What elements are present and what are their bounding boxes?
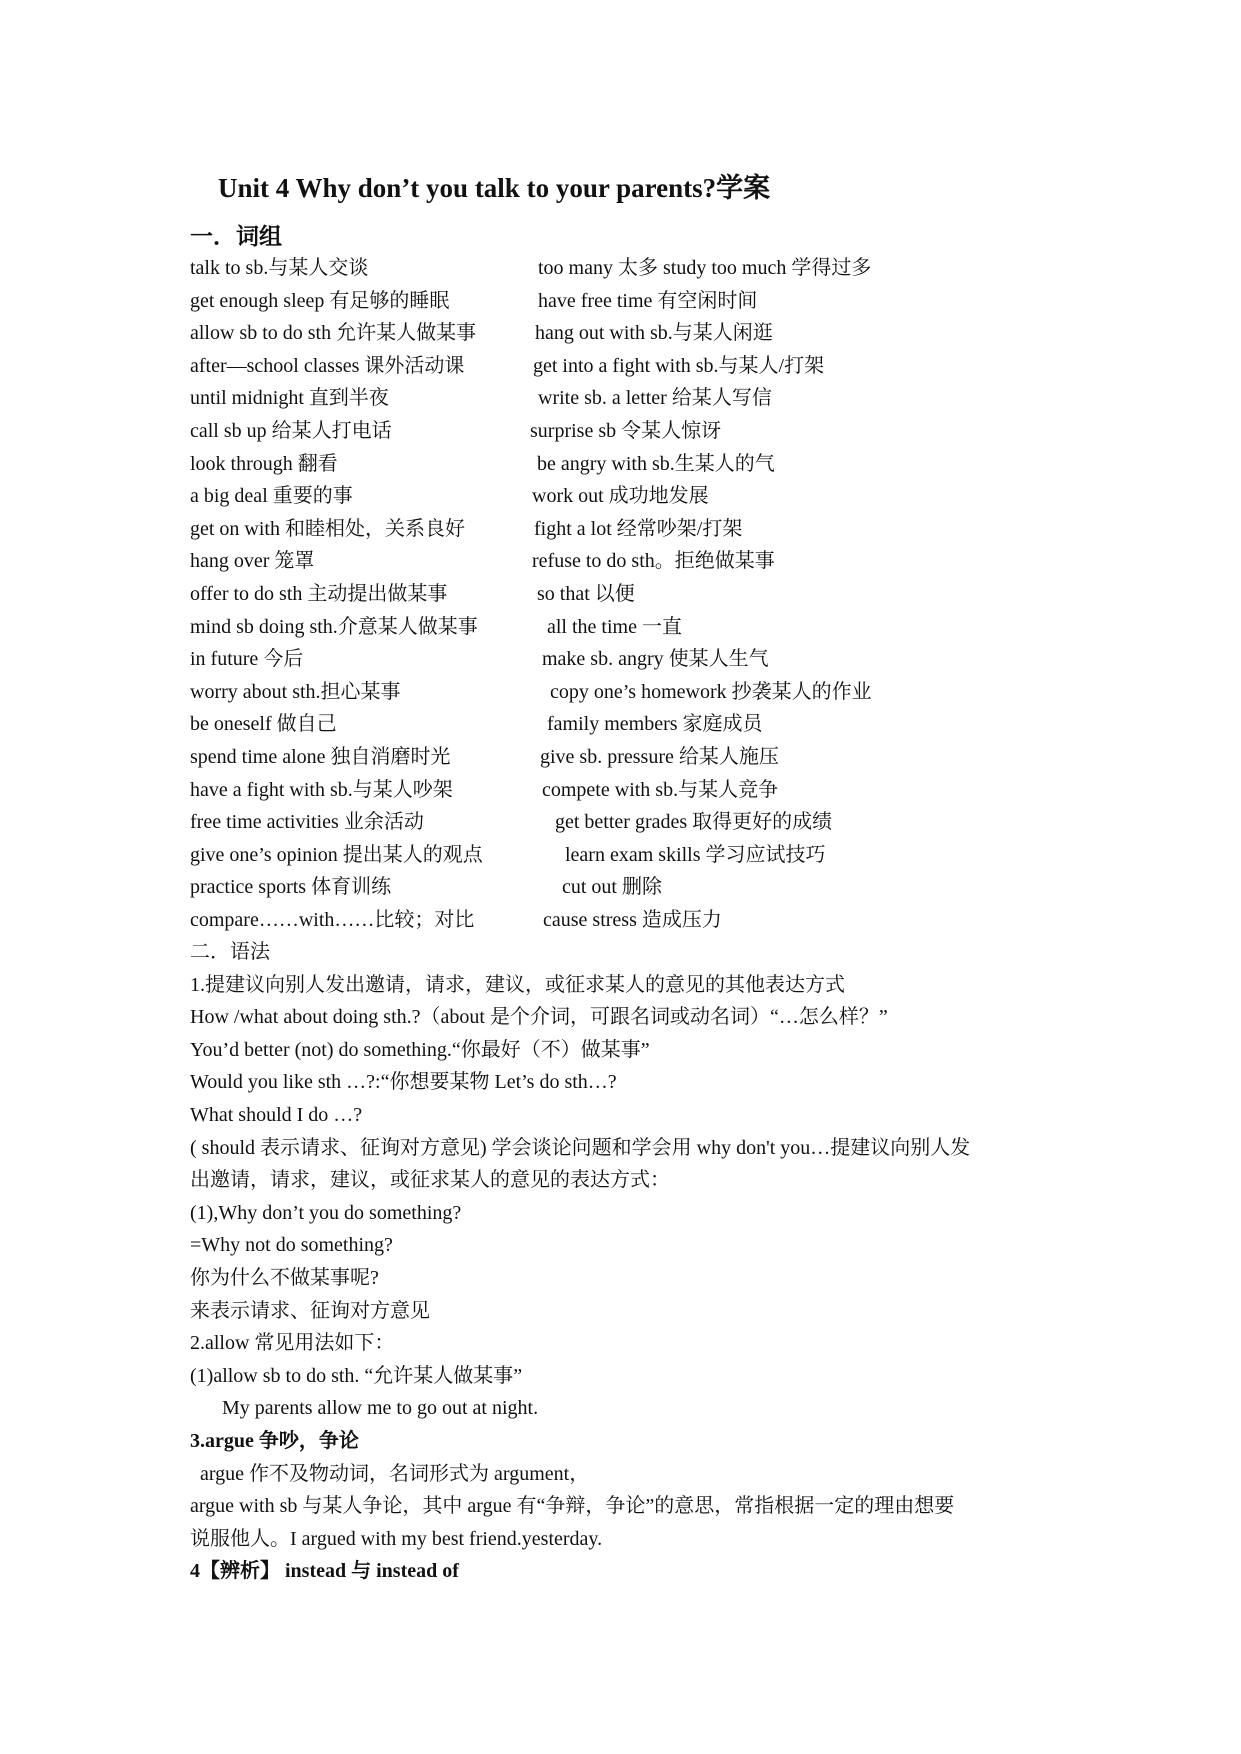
phrase-right: work out 成功地发展 bbox=[532, 485, 709, 508]
phrase-right: fight a lot 经常吵架/打架 bbox=[534, 517, 743, 540]
grammar-line: ( should 表示请求、征询对方意见) 学会谈论问题和学会用 why don't you…提建议向别人发 bbox=[190, 1136, 971, 1159]
phrase-left: give one’s opinion 提出某人的观点 bbox=[190, 843, 483, 866]
phrase-left: get enough sleep 有足够的睡眠 bbox=[190, 289, 450, 312]
phrase-left: have a fight with sb.与某人吵架 bbox=[190, 778, 453, 801]
phrase-right: get better grades 取得更好的成绩 bbox=[555, 811, 833, 834]
grammar-line: Would you like sth …?:“你想要某物 Let’s do sth…? bbox=[190, 1071, 617, 1094]
phrase-row bbox=[190, 545, 1090, 578]
phrase-row bbox=[190, 676, 1090, 709]
grammar-line: 来表示请求、征询对方意见 bbox=[190, 1299, 430, 1322]
phrase-left: talk to sb.与某人交谈 bbox=[190, 257, 369, 279]
grammar-line: (1)allow sb to do sth. “允许某人做某事” bbox=[190, 1364, 523, 1387]
phrase-left: until midnight 直到半夜 bbox=[190, 387, 389, 410]
phrase-right: copy one’s homework 抄袭某人的作业 bbox=[550, 680, 872, 703]
phrase-left: after—school classes 课外活动课 bbox=[190, 354, 465, 377]
phrase-left: mind sb doing sth.介意某人做某事 bbox=[190, 615, 478, 638]
grammar-section bbox=[190, 936, 1070, 1588]
grammar-line: 你为什么不做某事呢? bbox=[190, 1266, 379, 1289]
phrase-row bbox=[190, 513, 1090, 546]
phrase-right: hang out with sb.与某人闲逛 bbox=[535, 322, 773, 345]
phrase-row bbox=[190, 317, 1090, 350]
phrase-row bbox=[190, 382, 1090, 415]
phrase-right: family members 家庭成员 bbox=[547, 713, 763, 736]
phrase-left: a big deal 重要的事 bbox=[190, 485, 353, 508]
phrase-right: be angry with sb.生某人的气 bbox=[537, 452, 775, 475]
grammar-line: =Why not do something? bbox=[190, 1234, 393, 1257]
grammar-line: How /what about doing sth.?（about 是个介词，可跟名词或动名词）“…怎么样？” bbox=[190, 1006, 888, 1029]
phrase-left: hang over 笼罩 bbox=[190, 550, 315, 573]
phrase-row bbox=[190, 839, 1090, 872]
phrase-row bbox=[190, 774, 1090, 807]
phrase-right: so that 以便 bbox=[537, 582, 635, 605]
phrase-right: compete with sb.与某人竞争 bbox=[542, 778, 779, 801]
grammar-example: My parents allow me to go out at night. bbox=[222, 1397, 539, 1420]
phrase-right: learn exam skills 学习应试技巧 bbox=[565, 843, 826, 866]
grammar-line: argue with sb 与某人争论，其中 argue 有“争辩，争论”的意思，常指根据一定的理由想要 bbox=[190, 1495, 955, 1518]
phrase-row bbox=[190, 904, 1090, 937]
phrase-row bbox=[190, 480, 1090, 513]
grammar-line: 出邀请，请求，建议，或征求某人的意见的表达方式： bbox=[190, 1169, 670, 1192]
phrase-row bbox=[190, 578, 1090, 611]
phrase-row bbox=[190, 448, 1090, 481]
page-title: Unit 4 Why don’t you talk to your parents?学案 bbox=[218, 173, 771, 203]
grammar-subheading-argue: 3.argue 争吵，争论 bbox=[190, 1429, 359, 1452]
phrase-row bbox=[190, 252, 1090, 285]
grammar-line: argue 作不及物动词，名词形式为 argument， bbox=[200, 1462, 590, 1485]
phrase-row bbox=[190, 285, 1090, 318]
phrase-row bbox=[190, 708, 1090, 741]
phrase-row bbox=[190, 415, 1090, 448]
phrase-right: too many 太多 study too much 学得过多 bbox=[538, 257, 872, 279]
phrase-row bbox=[190, 871, 1090, 904]
grammar-line: 2.allow 常见用法如下： bbox=[190, 1332, 395, 1355]
phrase-left: look through 翻看 bbox=[190, 452, 338, 475]
phrase-row bbox=[190, 611, 1090, 644]
grammar-line: You’d better (not) do something.“你最好（不）做某事” bbox=[190, 1038, 650, 1061]
phrase-right: cause stress 造成压力 bbox=[543, 908, 722, 931]
phrase-left: in future 今后 bbox=[190, 648, 304, 671]
grammar-subheading-instead: 4【辨析】 instead 与 instead of bbox=[190, 1560, 459, 1583]
phrase-right: make sb. angry 使某人生气 bbox=[542, 648, 769, 671]
phrase-left: call sb up 给某人打电话 bbox=[190, 419, 392, 442]
phrase-row bbox=[190, 741, 1090, 774]
phrase-row bbox=[190, 806, 1090, 839]
phrase-left: spend time alone 独自消磨时光 bbox=[190, 745, 451, 768]
phrase-left: compare……with……比较；对比 bbox=[190, 908, 475, 931]
grammar-line: (1),Why don’t you do something? bbox=[190, 1201, 462, 1224]
phrase-left: practice sports 体育训练 bbox=[190, 876, 392, 899]
phrase-left: worry about sth.担心某事 bbox=[190, 680, 401, 703]
grammar-line: What should I do …? bbox=[190, 1103, 363, 1126]
phrase-right: all the time 一直 bbox=[547, 615, 682, 638]
phrase-right: have free time 有空闲时间 bbox=[538, 289, 758, 312]
phrase-right: get into a fight with sb.与某人/打架 bbox=[533, 354, 825, 377]
grammar-line: 1.提建议向别人发出邀请，请求，建议，或征求某人的意见的其他表达方式 bbox=[190, 973, 845, 996]
phrase-left: be oneself 做自己 bbox=[190, 713, 337, 736]
phrase-right: write sb. a letter 给某人写信 bbox=[538, 387, 772, 410]
section-heading-phrases: 一．词组 bbox=[190, 224, 282, 249]
phrase-left: get on with 和睦相处，关系良好 bbox=[190, 517, 465, 540]
phrase-left: offer to do sth 主动提出做某事 bbox=[190, 582, 448, 605]
section-heading-grammar: 二．语法 bbox=[190, 941, 270, 963]
phrase-list bbox=[190, 252, 1090, 936]
phrase-row bbox=[190, 643, 1090, 676]
phrase-left: free time activities 业余活动 bbox=[190, 811, 424, 834]
grammar-line: 说服他人。I argued with my best friend.yesterday. bbox=[190, 1527, 603, 1550]
phrase-right: cut out 删除 bbox=[562, 876, 662, 899]
phrase-row bbox=[190, 350, 1090, 383]
phrase-left: allow sb to do sth 允许某人做某事 bbox=[190, 322, 477, 345]
phrase-right: give sb. pressure 给某人施压 bbox=[540, 745, 779, 768]
phrase-right: surprise sb 令某人惊讶 bbox=[530, 419, 722, 442]
phrase-right: refuse to do sth。拒绝做某事 bbox=[532, 550, 775, 573]
